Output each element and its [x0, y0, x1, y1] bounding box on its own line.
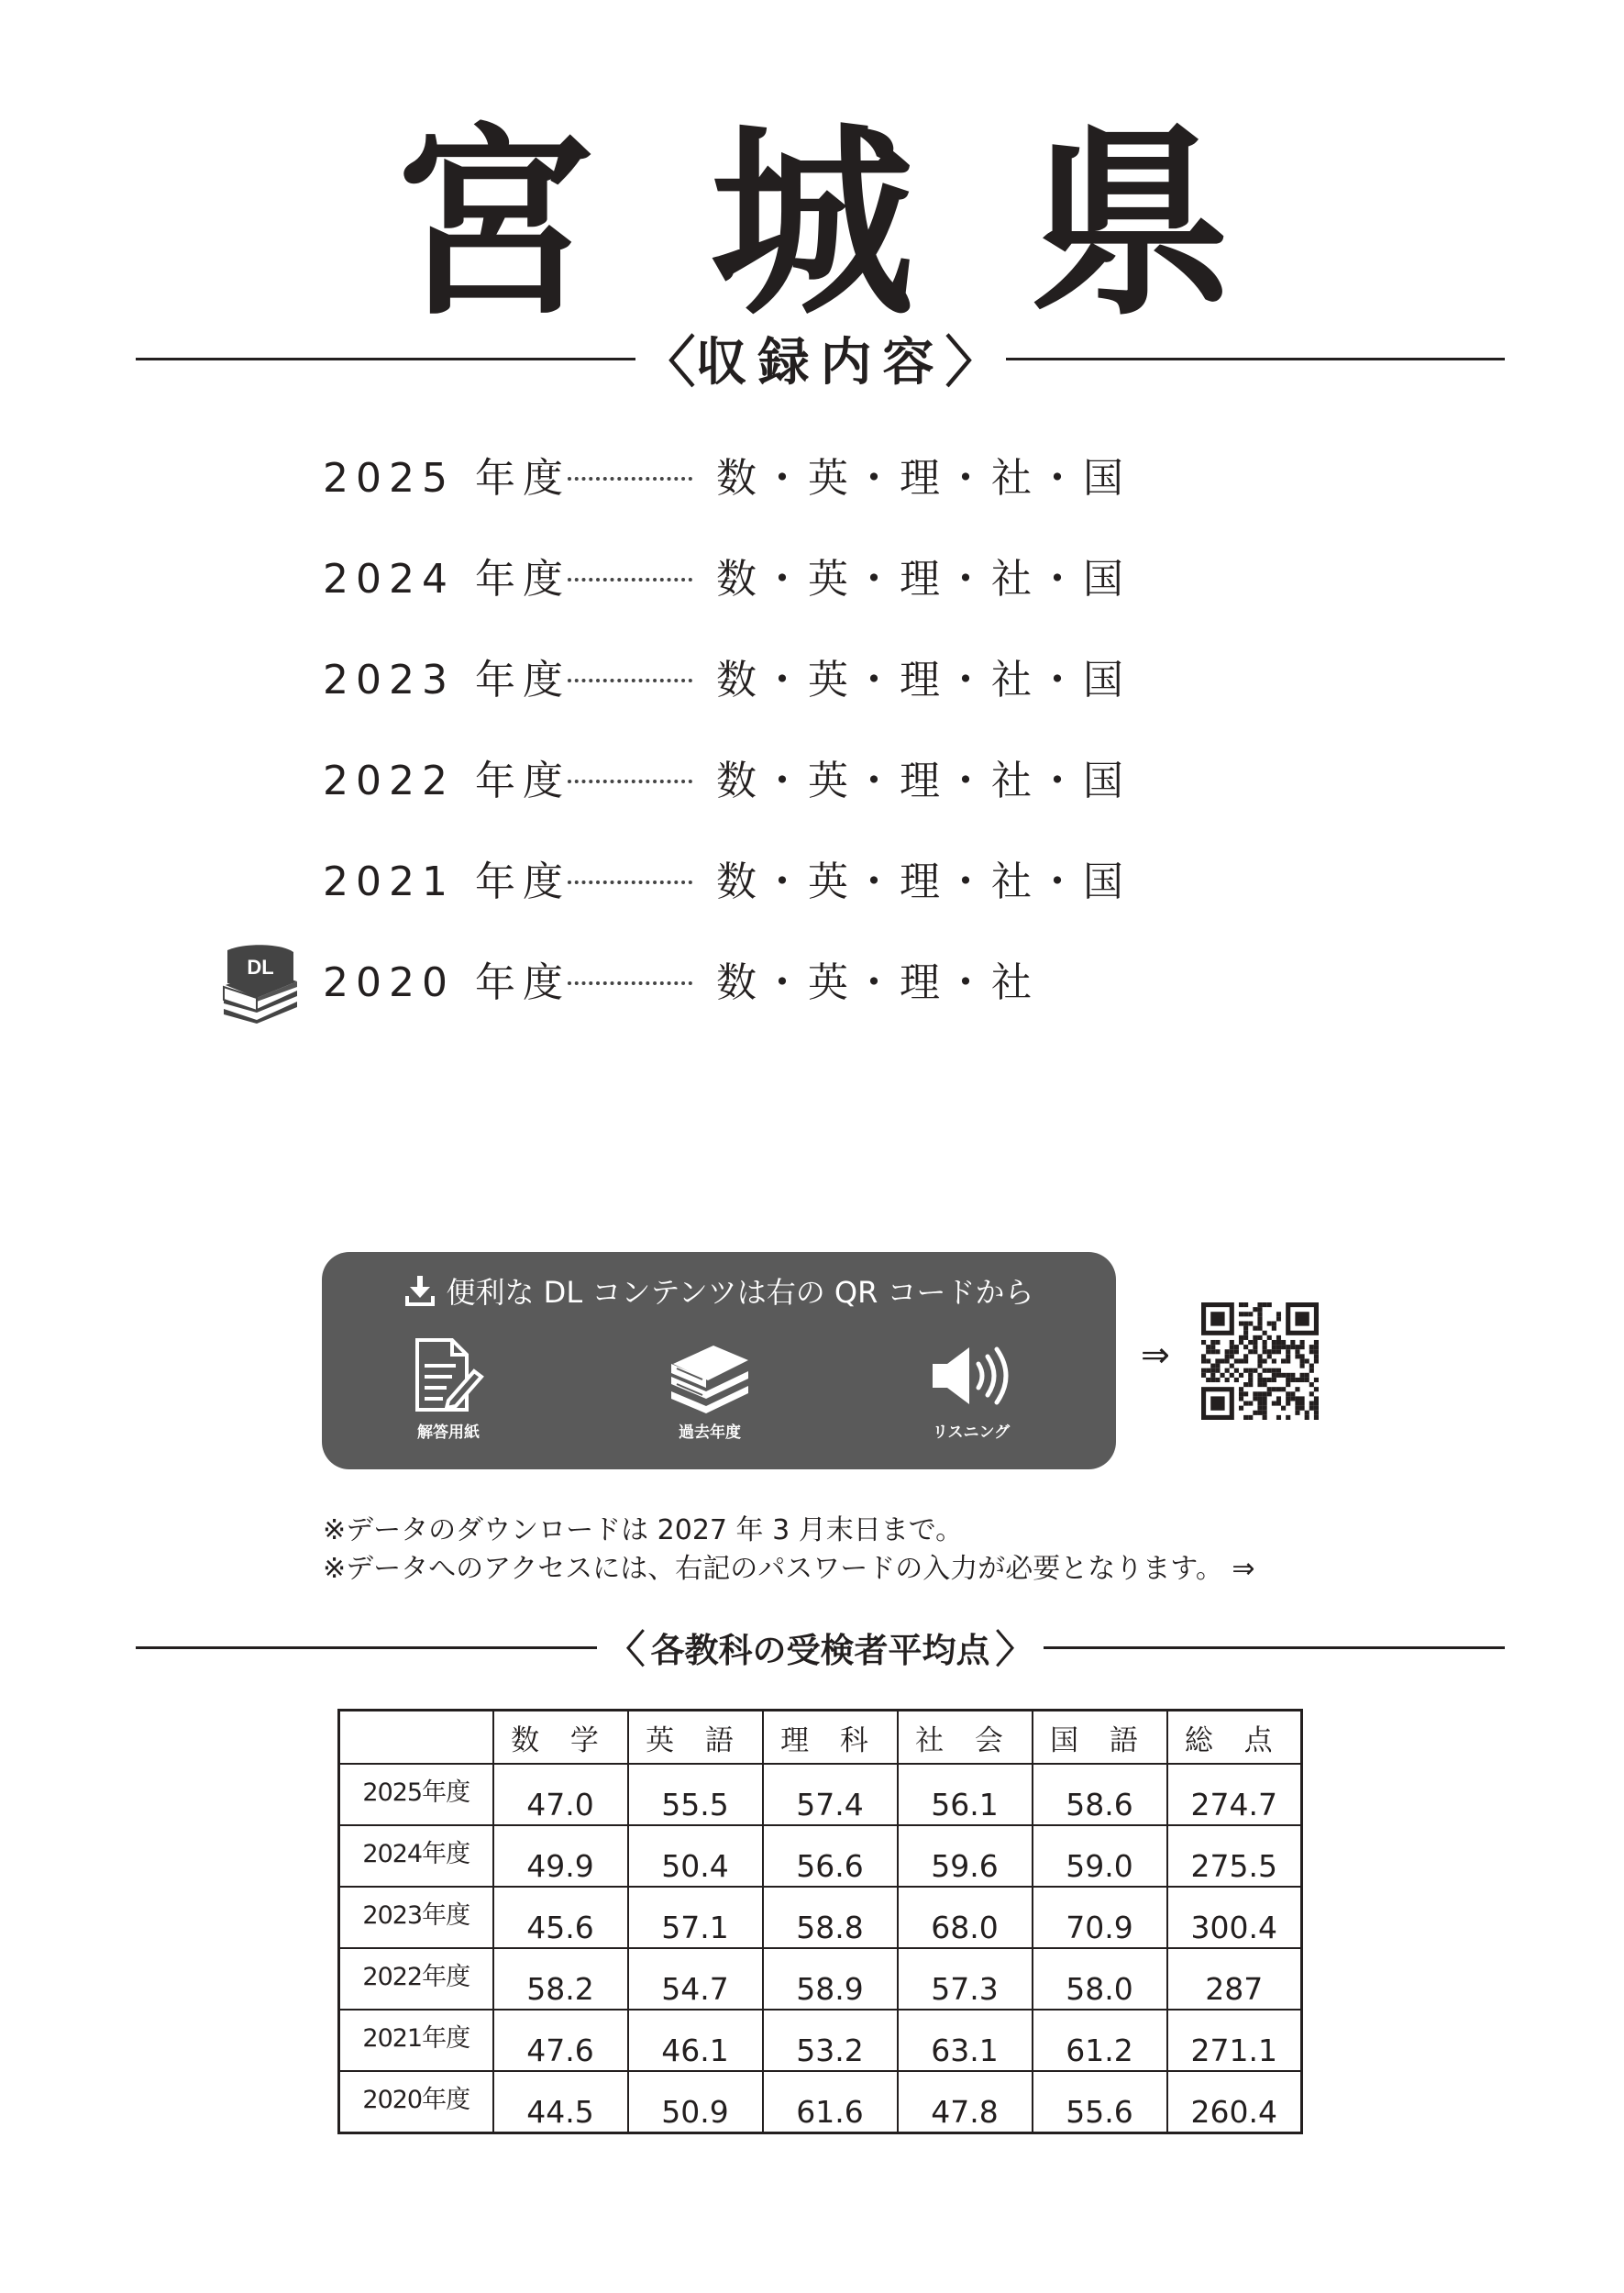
- note-line: ※データへのアクセスには、右記のパスワードの入力が必要となります。 ⇒: [323, 1553, 1255, 1585]
- score-cell: 59.0: [1033, 1825, 1167, 1887]
- contents-row: [323, 424, 1148, 525]
- bracket-right: 〉: [995, 1627, 1034, 1672]
- contents-section-label: [635, 319, 1006, 398]
- banner-heading: [322, 1267, 1116, 1314]
- score-cell: 57.3: [898, 1948, 1033, 2010]
- score-cell: 61.6: [763, 2071, 898, 2133]
- score-cell: 58.2: [493, 1948, 628, 2010]
- score-cell: 57.4: [763, 1764, 898, 1825]
- note-line: ※データのダウンロードは 2027 年 3 月末日まで。: [323, 1514, 964, 1546]
- dot-leader: [568, 881, 692, 886]
- score-cell: 260.4: [1167, 2071, 1302, 2133]
- score-cell: 58.6: [1033, 1764, 1167, 1825]
- contents-row: [247, 928, 1148, 1029]
- average-score-table: [337, 1709, 1303, 2134]
- answer-sheet-icon: [412, 1336, 485, 1413]
- divider-line-left: [136, 1646, 597, 1649]
- scores-section-header: [136, 1622, 1505, 1673]
- contents-year: 2024 年度: [323, 556, 570, 603]
- contents-year: 2020 年度: [323, 959, 570, 1006]
- column-header-math: 数 学: [493, 1711, 628, 1765]
- row-year: 2025年度: [339, 1764, 493, 1825]
- score-cell: 70.9: [1033, 1887, 1167, 1948]
- column-header-japanese: 国 語: [1033, 1711, 1167, 1765]
- column-header-total: 総 点: [1167, 1711, 1302, 1765]
- contents-subjects: 数・英・理・社: [716, 959, 1037, 1006]
- score-cell: 47.8: [898, 2071, 1033, 2133]
- score-cell: 63.1: [898, 2010, 1033, 2071]
- table-header-row: [339, 1711, 1302, 1765]
- column-header-social: 社 会: [898, 1711, 1033, 1765]
- score-cell: 68.0: [898, 1887, 1033, 1948]
- dl-contents-banner[interactable]: [322, 1252, 1116, 1469]
- score-cell: 300.4: [1167, 1887, 1302, 1948]
- dot-leader: [568, 981, 692, 987]
- page-title: [0, 106, 1624, 343]
- contents-year: 2025 年度: [323, 455, 570, 502]
- dot-leader: [568, 780, 692, 785]
- contents-row: [323, 827, 1148, 928]
- dot-leader: [568, 578, 692, 583]
- download-icon: [404, 1274, 436, 1307]
- score-cell: 54.7: [628, 1948, 763, 2010]
- score-cell: 53.2: [763, 2010, 898, 2071]
- title-char-miya: 宮: [392, 106, 596, 343]
- score-cell: 58.8: [763, 1887, 898, 1948]
- score-cell: 45.6: [493, 1887, 628, 1948]
- divider-line-right: [1006, 358, 1506, 360]
- feature-label: 過去年度: [679, 1423, 741, 1442]
- speaker-icon: [927, 1336, 1015, 1413]
- score-cell: 58.0: [1033, 1948, 1167, 2010]
- table-row: [339, 1825, 1302, 1887]
- score-cell: 47.0: [493, 1764, 628, 1825]
- score-cell: 56.1: [898, 1764, 1033, 1825]
- score-cell: 46.1: [628, 2010, 763, 2071]
- table-row: [339, 1887, 1302, 1948]
- score-cell: 49.9: [493, 1825, 628, 1887]
- contents-subjects: 数・英・理・社・国: [716, 455, 1129, 502]
- feature-label: 解答用紙: [417, 1423, 480, 1442]
- banner-heading-text: 便利な DL コンテンツは右の QR コードから: [446, 1275, 1034, 1310]
- row-year: 2021年度: [339, 2010, 493, 2071]
- feature-answer-sheet[interactable]: [366, 1336, 531, 1442]
- bracket-left: 〈: [606, 1627, 646, 1672]
- contents-section-header: [136, 327, 1505, 395]
- feature-listening[interactable]: [889, 1336, 1054, 1442]
- contents-subjects: 数・英・理・社・国: [716, 758, 1129, 804]
- scores-section-label: [597, 1620, 1043, 1675]
- qr-arrow: ⇒: [1141, 1335, 1170, 1375]
- title-char-shiro: 城: [710, 106, 914, 343]
- row-year: 2024年度: [339, 1825, 493, 1887]
- table-row: [339, 2071, 1302, 2133]
- score-cell: 271.1: [1167, 2010, 1302, 2071]
- score-cell: 44.5: [493, 2071, 628, 2133]
- bracket-right: 〉: [945, 331, 1000, 395]
- row-year: 2022年度: [339, 1948, 493, 2010]
- score-cell: 56.6: [763, 1825, 898, 1887]
- notes: [323, 1512, 1255, 1589]
- contents-subjects: 数・英・理・社・国: [716, 858, 1129, 905]
- table-row: [339, 1764, 1302, 1825]
- score-cell: 274.7: [1167, 1764, 1302, 1825]
- dot-leader: [568, 477, 692, 482]
- score-cell: 47.6: [493, 2010, 628, 2071]
- contents-section-title: 収録内容: [695, 333, 945, 393]
- table-corner-cell: [339, 1711, 493, 1765]
- dl-books-icon: [216, 943, 304, 1024]
- contents-row: [323, 626, 1148, 726]
- score-cell: 57.1: [628, 1887, 763, 1948]
- score-cell: 287: [1167, 1948, 1302, 2010]
- row-year: 2023年度: [339, 1887, 493, 1948]
- contents-year: 2021 年度: [323, 858, 570, 905]
- score-cell: 55.6: [1033, 2071, 1167, 2133]
- contents-year: 2023 年度: [323, 657, 570, 703]
- column-header-english: 英 語: [628, 1711, 763, 1765]
- column-header-science: 理 科: [763, 1711, 898, 1765]
- score-cell: 58.9: [763, 1948, 898, 2010]
- score-cell: 275.5: [1167, 1825, 1302, 1887]
- dot-leader: [568, 679, 692, 684]
- score-cell: 50.4: [628, 1825, 763, 1887]
- row-year: 2020年度: [339, 2071, 493, 2133]
- score-cell: 50.9: [628, 2071, 763, 2133]
- score-cell: 61.2: [1033, 2010, 1167, 2071]
- contents-row: [323, 525, 1148, 626]
- qr-code-icon[interactable]: [1201, 1302, 1319, 1420]
- score-cell: 59.6: [898, 1825, 1033, 1887]
- scores-section-title: 各教科の受検者平均点: [650, 1631, 990, 1670]
- divider-line-right: [1044, 1646, 1505, 1649]
- contents-list: [247, 424, 1148, 1029]
- title-char-ken: 県: [1028, 106, 1232, 343]
- bracket-left: 〈: [640, 331, 696, 395]
- contents-year: 2022 年度: [323, 758, 570, 804]
- books-icon: [666, 1336, 754, 1413]
- contents-subjects: 数・英・理・社・国: [716, 657, 1129, 703]
- contents-subjects: 数・英・理・社・国: [716, 556, 1129, 603]
- divider-line-left: [136, 358, 635, 360]
- contents-row: [323, 726, 1148, 827]
- feature-past-years[interactable]: [627, 1336, 792, 1442]
- feature-label: リスニング: [932, 1423, 1011, 1442]
- table-row: [339, 1948, 1302, 2010]
- table-row: [339, 2010, 1302, 2071]
- score-cell: 55.5: [628, 1764, 763, 1825]
- dl-badge-text: DL: [247, 956, 274, 979]
